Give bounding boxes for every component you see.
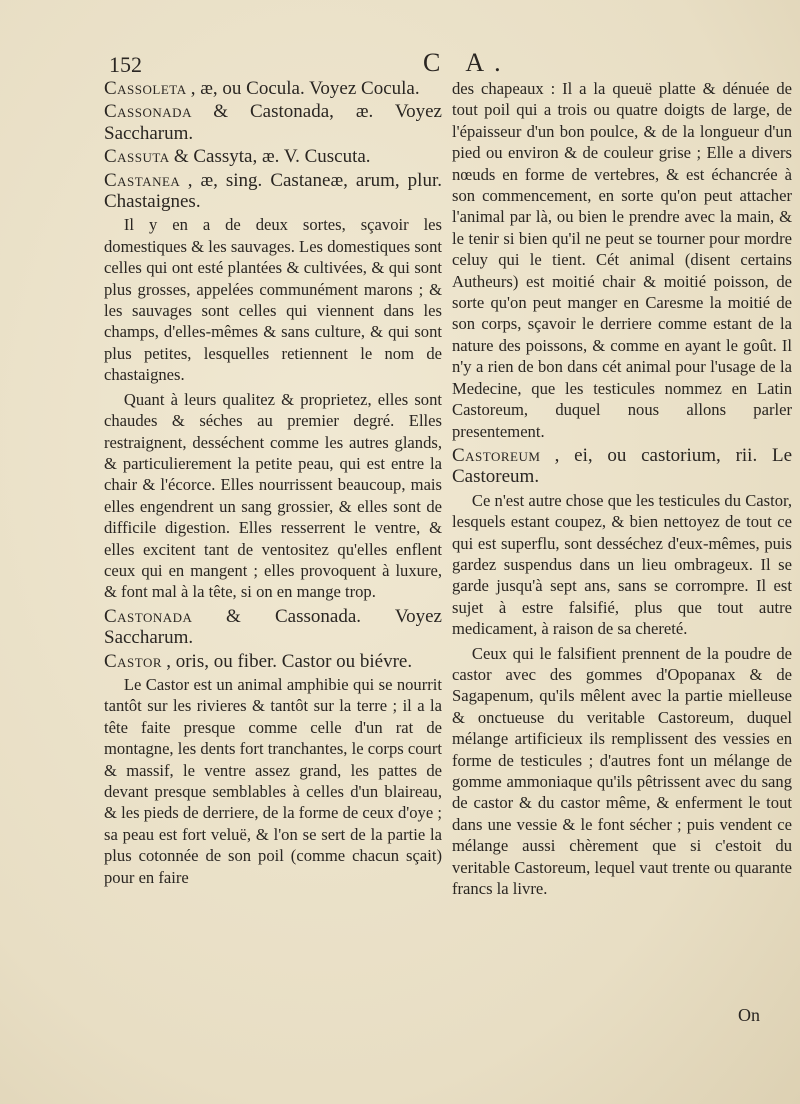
entry-text: , oris, ou fiber. Castor ou biévre. [166,650,413,672]
headword: Castor [104,650,163,672]
paragraph: Quant à leurs qualitez & proprietez, elles sont chaudes & séches au premier degré. Elles restraignent, desséchent comme les autres glands, & particulierement la petite peau, qui est entre la chair & l'écorce. Elles nourrissent beaucoup, mais elles engendrent un sang grossier, & elles sont de difficile digestion. Elles resserrent le ventre, & elles excitent tant de ventositez qu'elles enflent ceux qui en mangent ; elles provoquent à luxure, & font mal à la tête, si on en mange trop. [104,389,442,602]
entry-cassuta [104,146,442,167]
entry-text: , æ, ou Cocula. Voyez Cocula. [190,78,420,99]
entry-cassonada [104,101,442,144]
left-column [104,78,442,891]
paragraph: Ce n'est autre chose que les testicules du Castor, lesquels estant coupez, & bien nettoyez de tout ce qui est superflu, sont desséchez d'eux-mêmes, puis gardez suspendus dans un lieu ombrageux. Il se garde jusqu'à sept ans, sans se corrompre. Il est sujet à estre falsifié, plus que tout autre medicament, à raison de sa chereté. [452,490,792,639]
entry-castonada [104,606,442,649]
entry-text: & Castonada, æ. Voyez Saccharum. [104,101,442,144]
headword: Castanea [104,169,181,191]
page-number: 152 [109,52,142,77]
running-head: C A. [423,48,511,77]
entry-text: , ei, ou castorium, rii. Le Castoreum. [452,444,792,488]
entry-text: & Cassyta, æ. V. Cuscuta. [173,146,371,168]
paragraph-continued: des chapeaux : Il a la queuë platte & dénuée de tout poil qui a trois ou quatre doigts de large, de l'épaisseur d'un bon poulce, & de la longueur d'un pied ou environ & de couleur grise ; Elle a divers nœuds en forme de vertebres, & est échancrée à son commencement, en sorte qu'on peut attacher l'animal par là, ou bien le prendre avec la main, & le tenir si bien qu'il ne peut se tourner pour mordre celuy qui le tient. Cét animal (disent certains Autheurs) est moitié chair & moitié poisson, de sorte qu'on peut manger en Caresme la moitié de son corps, sçavoir le derriere comme estant de la nature des poissons, & comme en ayant le goût. Il n'y a rien de bon dans cét animal pour l'usage de la Medecine, que les testicules nommez en Latin Castoreum, duquel nous allons parler presentement. [452,79,792,441]
page-header [105,48,760,78]
entry-castor [104,651,442,672]
entry-castoreum [452,445,792,488]
paragraph: Le Castor est un animal amphibie qui se nourrit tantôt sur les rivieres & tantôt sur la terre ; il a la tête faite presque comme celle d'un rat de montagne, les dents fort tranchantes, le corps court & massif, le ventre assez grand, les pattes de devant presque semblables à celles d'un blaireau, & les pieds de derriere, de la forme de ceux d'oye ; sa peau est fort veluë, & l'on se sert de la partie la plus cotonnée de son poil (comme chacun sçait) pour en faire [104,674,442,887]
headword: Castonada [104,605,193,627]
headword: Cassuta [104,146,170,168]
paragraph: Ceux qui le falsifient prennent de la poudre de castor avec des gommes d'Opopanax & de Sagapenum, qu'ils mêlent avec la partie mielleuse & onctueuse du veritable Castoreum, duquel mélange artificieux ils remplissent des vessies en forme de testicules ; d'autres font un mélange de gomme ammoniaque qu'ils pêtrissent avec du sang de castor & du castor même, & enferment le tout dans une vessie & le font sécher ; puis vendent ce mélange aussi chèrement que si c'estoit du veritable Castoreum, lequel vaut trente ou quarante francs la livre. [452,643,792,899]
entry-text: , æ, sing. Castaneæ, arum, plur. Chastaignes. [104,169,442,213]
entry-text: & Cassonada. Voyez Saccharum. [104,605,442,649]
headword: Cassonada [104,101,192,123]
catchword: On [738,1005,760,1025]
paragraph: Il y en a de deux sortes, sçavoir les domestiques & les sauvages. Les domestiques sont celles qui ont esté plantées & cultivées, & qui sont plus grosses, appelées communément marons ; & les sauvages sont celles qui viennent dans les champs, d'elles-mêmes & sans culture, & qui sont plus petites, lesquelles retiennent le nom de chastaignes. [104,215,442,385]
right-column [452,78,792,902]
entry-castanea [104,170,442,213]
headword: Cassoleta [104,78,187,99]
headword: Castoreum [452,444,541,466]
entry-cassoleta [104,78,442,99]
